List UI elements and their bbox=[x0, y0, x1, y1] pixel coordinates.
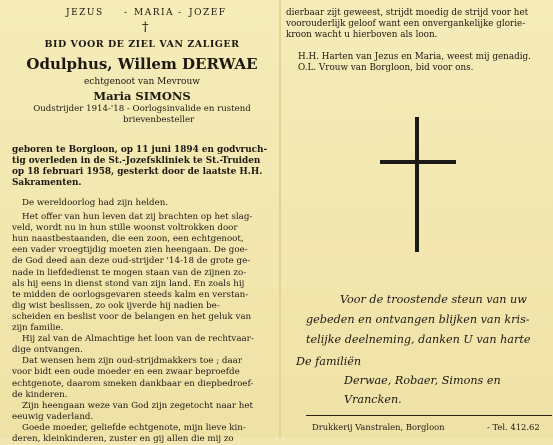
printer-phone: - Tel. 412.62 bbox=[487, 422, 540, 432]
closing-prayers bbox=[298, 52, 553, 74]
header-maria: MARIA bbox=[134, 8, 175, 18]
body-line: kroon wacht u hierboven als loon. bbox=[286, 30, 438, 40]
body-line: eeuwig vaderland. bbox=[12, 411, 94, 422]
continued-text bbox=[286, 8, 548, 41]
body-line: een vader vroegtijdig moeten zien heengaan. De goe- bbox=[12, 245, 248, 256]
body-line: de God deed aan deze oud-strijder '14-18 de grote ge- bbox=[12, 256, 251, 267]
body-line: nade in liefdedienst te mogen staan van de zijnen zo- bbox=[12, 267, 247, 278]
family-names: Derwae, Robaer, Simons en bbox=[344, 374, 501, 387]
body-line: De wereldoorlog had zijn helden. bbox=[22, 198, 169, 208]
thanks-line-3: telijke deelneming, danken U van harte bbox=[306, 333, 531, 346]
spouse-name: Maria SIMONS bbox=[93, 89, 191, 103]
left-page bbox=[6, 0, 278, 444]
header-jezus: JEZUS bbox=[66, 8, 104, 18]
header-jozef: JOZEF bbox=[189, 8, 227, 18]
bio-line: Sakramenten. bbox=[12, 178, 82, 188]
bio-line: geboren te Borgloon, op 11 juni 1894 en godvruch- bbox=[12, 145, 268, 155]
body-line: Het offer van hun leven dat zij brachten op het slag- bbox=[22, 212, 253, 223]
body-line: dig wist beslissen, zo ook ijverde hij nadien be- bbox=[12, 300, 220, 311]
body-line: scheiden en beslist voor de belangen en het geluk van bbox=[12, 311, 252, 322]
body-line: Zijn heengaan weze van God zijn zegetocht naar het bbox=[22, 400, 253, 411]
thanks-line-2: gebeden en ontvangen blijken van kris- bbox=[306, 313, 530, 326]
body-line: als hij eens in dienst stond van zijn land. En zoals hij bbox=[12, 278, 245, 289]
families-label: De familiën bbox=[296, 355, 362, 368]
eulogy-text bbox=[12, 198, 278, 445]
card-fold bbox=[279, 0, 281, 438]
body-line: veld, wordt nu in hun stille woonst voltrokken door bbox=[12, 223, 238, 234]
prayer-request: BID VOOR DE ZIEL VAN ZALIGER bbox=[44, 39, 240, 50]
header-dash-2: - bbox=[178, 8, 183, 18]
family-names-2: Vrancken. bbox=[344, 393, 402, 406]
footer-rule bbox=[306, 415, 552, 416]
body-line: zijn familie. bbox=[12, 323, 64, 334]
spouse-intro: echtgenoot van Mevrouw bbox=[84, 77, 200, 87]
body-line: deren, kleinkinderen, zuster en gij allen die mij zo bbox=[12, 433, 234, 444]
biography bbox=[12, 145, 278, 189]
header-dash-1: - bbox=[124, 8, 129, 18]
body-line: Dat wensen hem zijn oud-strijdmakkers toe ; daar bbox=[22, 356, 242, 367]
printer-name: Drukkerij Vanstralen, Borgloon bbox=[312, 422, 445, 432]
body-line: de kinderen. bbox=[12, 389, 68, 400]
body-line: voorouderlijk geloof want een onvergankelijke glorie- bbox=[286, 19, 526, 29]
thanks-line-1: Voor de troostende steun van uw bbox=[340, 293, 527, 306]
body-line: te midden de oorlogsgevaren steeds kalm en verstan- bbox=[12, 289, 249, 300]
deceased-name: Odulphus, Willem DERWAE bbox=[26, 55, 258, 73]
body-line: Goede moeder, geliefde echtgenote, mijn lieve kin- bbox=[22, 422, 246, 433]
body-line: voor bidt een oude moeder en een zwaar beproefde bbox=[12, 367, 240, 378]
small-cross-icon: † bbox=[142, 20, 149, 35]
title-line-1: Oudstrijder 1914-'18 - Oorlogsinvalide en rustend bbox=[33, 104, 251, 114]
right-page bbox=[282, 0, 553, 438]
title-line-2: brievenbesteller bbox=[123, 115, 195, 125]
body-line: dige ontvangen. bbox=[12, 345, 83, 356]
bio-line: tig overleden in de St.-Jozefskliniek te St.-Truiden bbox=[12, 156, 261, 166]
prayer-line-2: O.L. Vrouw van Borgloon, bid voor ons. bbox=[298, 63, 474, 73]
body-line: dierbaar zijt geweest, strijdt moedig de strijd voor het bbox=[286, 8, 529, 18]
body-line: Hij zal van de Almachtige het loon van de rechtvaar- bbox=[22, 334, 254, 345]
bio-line: op 18 februari 1958, gesterkt door de laatste H.H. bbox=[12, 167, 263, 177]
prayer-line-1: H.H. Harten van Jezus en Maria, weest mij genadig. bbox=[298, 52, 531, 62]
body-line: hun naastbestaanden, die een zoon, een echtgenoot, bbox=[12, 234, 244, 245]
body-line: echtgenote, daarom smeken dankbaar en diepbedroef- bbox=[12, 378, 254, 389]
